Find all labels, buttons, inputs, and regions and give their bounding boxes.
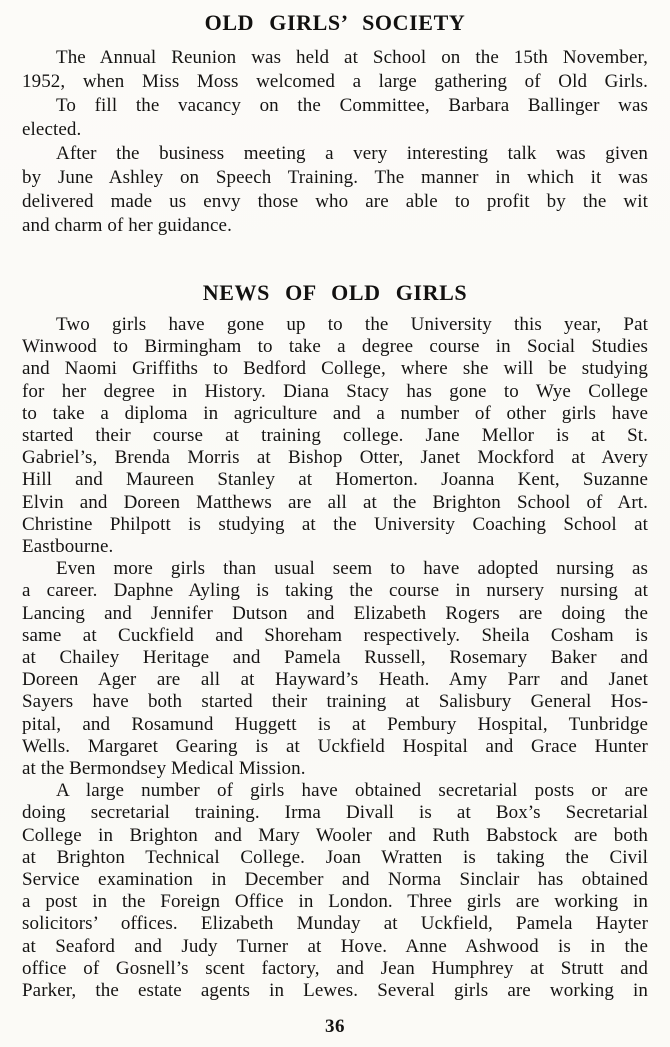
text-line: doing secretarial training. Irma Divall is at Box’s Secretarial	[22, 802, 648, 824]
text-line: 1952, when Miss Moss welcomed a large gathering of Old Girls.	[22, 71, 648, 92]
paragraph	[22, 142, 648, 238]
text-line: and Naomi Griffiths to Bedford College, where she will be studying	[22, 358, 648, 380]
text-line: The Annual Reunion was held at School on the 15th November,	[56, 47, 648, 68]
text-line: Hill and Maureen Stanley at Homerton. Joanna Kent, Suzanne	[22, 469, 648, 491]
text-line: for her degree in History. Diana Stacy has gone to Wye College	[22, 380, 648, 402]
text-line: by June Ashley on Speech Training. The manner in which it was	[22, 167, 648, 188]
text-line: Lancing and Jennifer Dutson and Elizabeth Rogers are doing the	[22, 602, 648, 624]
text-line: and charm of her guidance.	[22, 215, 232, 236]
text-line: at Chailey Heritage and Pamela Russell, Rosemary Baker and	[22, 647, 648, 669]
section-title-old-girls-society: OLD GIRLS’ SOCIETY	[204, 10, 466, 35]
text-line: solicitors’ offices. Elizabeth Munday at Uckfield, Pamela Hayter	[22, 913, 648, 935]
text-line: a post in the Foreign Office in London. Three girls are working in	[22, 891, 648, 913]
text-line: Winwood to Birmingham to take a degree course in Social Studies	[22, 336, 648, 358]
section-news-of-old-girls	[22, 314, 648, 1002]
text-line: Even more girls than usual seem to have adopted nursing as	[56, 558, 648, 580]
text-line: same at Cuckfield and Shoreham respectively. Sheila Cosham is	[22, 624, 648, 646]
text-line: at the Bermondsey Medical Mission.	[22, 758, 306, 780]
paragraph	[22, 46, 648, 94]
text-line: to take a diploma in agriculture and a number of other girls have	[22, 402, 648, 424]
paragraph	[22, 780, 648, 1002]
text-line: delivered made us envy those who are able to profit by the wit	[22, 191, 648, 212]
section-old-girls-society	[22, 46, 648, 238]
text-line: Christine Philpott is studying at the University Coaching School at	[22, 513, 648, 535]
text-line: a career. Daphne Ayling is taking the course in nursery nursing at	[22, 580, 648, 602]
paragraph	[22, 558, 648, 780]
page-number: 36	[325, 1016, 345, 1038]
text-line: After the business meeting a very interesting talk was given	[56, 143, 648, 164]
paragraph	[22, 314, 648, 558]
text-line: Gabriel’s, Brenda Morris at Bishop Otter, Janet Mockford at Avery	[22, 447, 648, 469]
text-line: Doreen Ager are all at Hayward’s Heath. Amy Parr and Janet	[22, 669, 648, 691]
text-line: Elvin and Doreen Matthews are all at the Brighton School of Art.	[22, 491, 648, 513]
text-line: Eastbourne.	[22, 536, 114, 558]
text-line: pital, and Rosamund Huggett is at Pembury Hospital, Tunbridge	[22, 713, 648, 735]
text-line: office of Gosnell’s scent factory, and Jean Humphrey at Strutt and	[22, 957, 648, 979]
text-line: A large number of girls have obtained secretarial posts or are	[56, 780, 648, 802]
paragraph	[22, 94, 648, 142]
text-line: Wells. Margaret Gearing is at Uckfield Hospital and Grace Hunter	[22, 735, 648, 757]
text-line: Two girls have gone up to the University this year, Pat	[56, 314, 648, 335]
text-line: Parker, the estate agents in Lewes. Several girls are working in	[22, 980, 648, 1002]
text-line: Service examination in December and Norma Sinclair has obtained	[22, 869, 648, 891]
text-line: elected.	[22, 119, 82, 140]
text-line: Sayers have both started their training at Salisbury General Hos-	[22, 691, 648, 713]
text-line: at Brighton Technical College. Joan Wratten is taking the Civil	[22, 846, 648, 868]
section-title-news-of-old-girls: NEWS OF OLD GIRLS	[202, 280, 468, 305]
text-line: College in Brighton and Mary Wooler and Ruth Babstock are both	[22, 824, 648, 846]
text-line: To fill the vacancy on the Committee, Barbara Ballinger was	[56, 95, 648, 116]
text-line: at Seaford and Judy Turner at Hove. Anne Ashwood is in the	[22, 935, 648, 957]
text-line: started their course at training college. Jane Mellor is at St.	[22, 425, 648, 447]
